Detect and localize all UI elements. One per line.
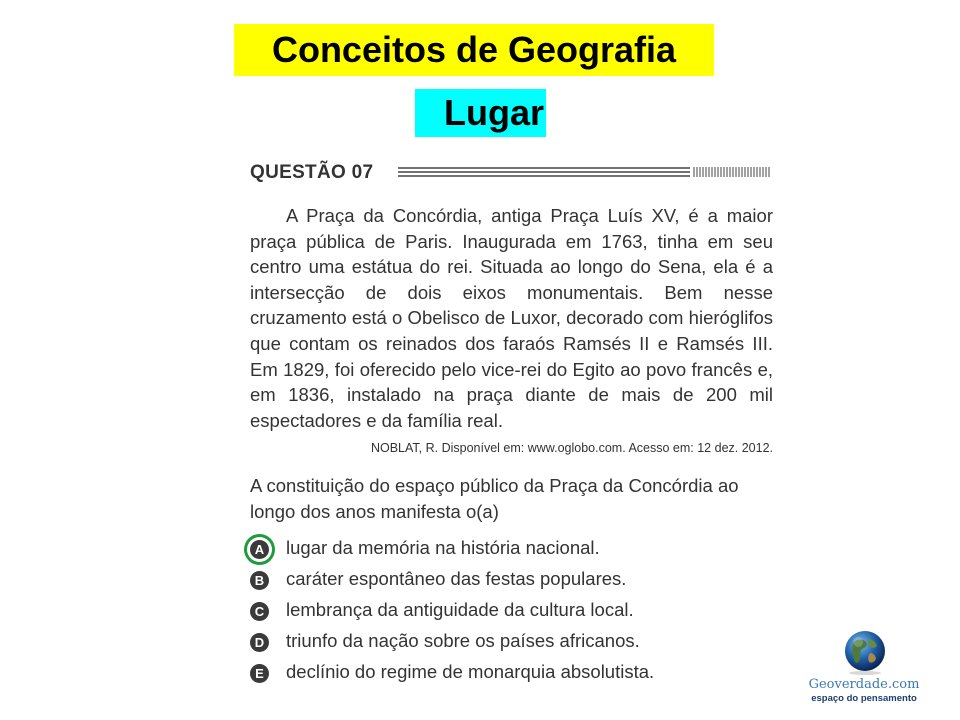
passage-text: A Praça da Concórdia, antiga Praça Luís XV, é a maior praça pública de Paris. Inaugurada em 1763, tinha em seu centro uma estátua do rei. Situada ao longo do Sena, ela é a intersecção de dois eixos monumentais. Bem nesse cruzamento está o Obelisco de Luxor, decorado com hieróglifos que contam os reinados dos faraós Ramsés II e Ramsés III. Em 1829, foi oferecido pelo vice-rei do Egito ao povo francês e, em 1836, instalado na praça diante de mais de 200 mil espectadores e da família real.: [250, 205, 773, 431]
option-text: triunfo da nação sobre os países africanos.: [286, 630, 640, 651]
option-d[interactable]: [246, 627, 716, 658]
option-b[interactable]: [246, 565, 716, 596]
question-label: QUESTÃO 07: [250, 162, 374, 183]
option-letter-badge: D: [250, 633, 269, 652]
slide-subtitle: Lugar: [415, 89, 546, 137]
option-text: lugar da memória na história nacional.: [286, 537, 600, 558]
option-e[interactable]: [246, 658, 716, 689]
option-c[interactable]: [246, 596, 716, 627]
slide-title: Conceitos de Geografia: [234, 24, 714, 76]
logo-tagline: espaço do pensamento: [811, 693, 917, 704]
source-citation: NOBLAT, R. Disponível em: www.oglobo.com. Acesso em: 12 dez. 2012.: [370, 441, 773, 455]
question-stem: A constituição do espaço público da Praça da Concórdia ao longo dos anos manifesta o(a): [250, 475, 739, 522]
option-text: declínio do regime de monarquia absolutista.: [286, 661, 655, 682]
option-text: lembrança da antiguidade da cultura local.: [286, 599, 634, 620]
geoverdade-logo: [805, 625, 923, 717]
option-letter-badge: C: [250, 602, 269, 621]
option-text: caráter espontâneo das festas populares.: [286, 568, 627, 589]
header-rule-decoration: [398, 165, 774, 179]
option-a[interactable]: [246, 534, 716, 565]
option-letter-badge: E: [250, 664, 269, 683]
question-header: [250, 159, 774, 187]
answer-options: [246, 534, 716, 689]
globe-icon: [843, 629, 887, 675]
logo-name: Geoverdade.com: [808, 677, 920, 692]
option-letter-badge: B: [250, 571, 269, 590]
option-letter-badge: A: [250, 540, 269, 559]
